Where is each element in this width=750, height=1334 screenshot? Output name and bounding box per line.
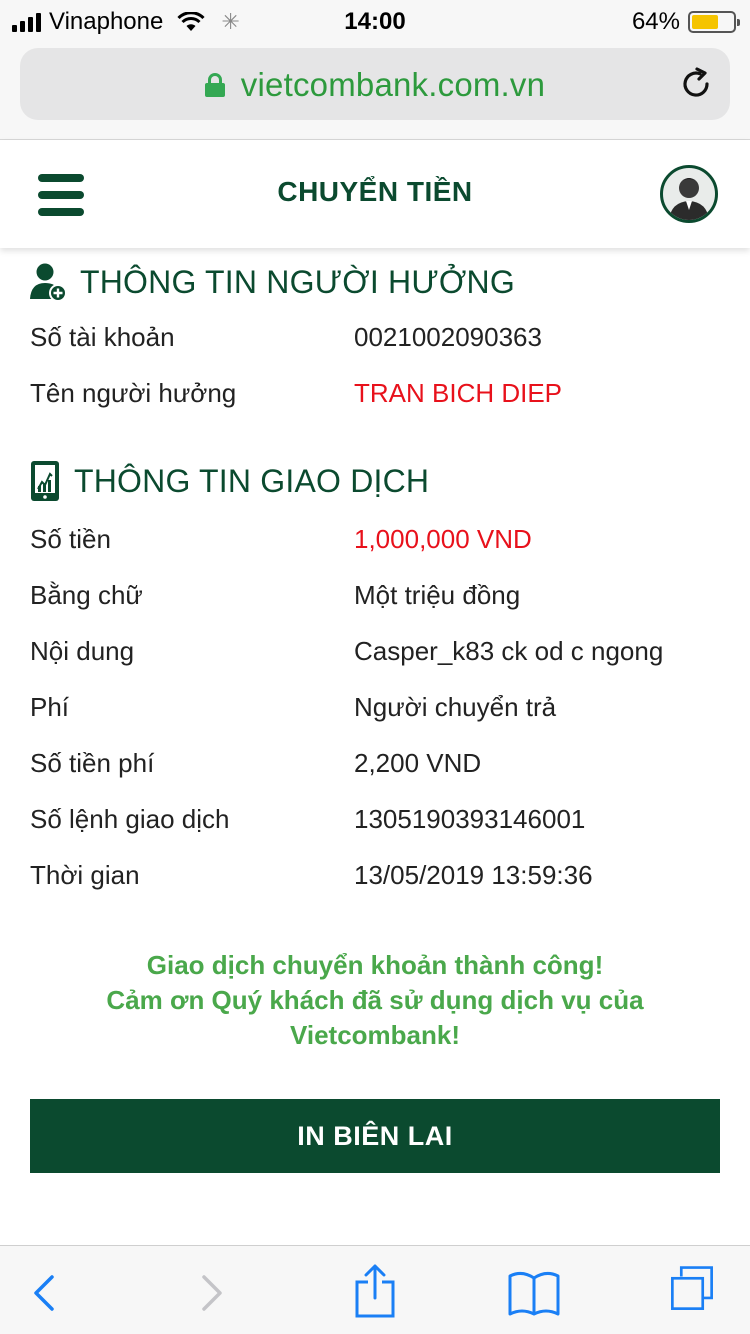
- row-value: Một triệu đồng: [354, 580, 521, 610]
- address-bar[interactable]: [20, 48, 730, 120]
- battery-icon: [688, 11, 736, 33]
- mobile-chart-icon: [30, 460, 60, 502]
- row-label: Tên người hưởng: [30, 378, 237, 408]
- url-text[interactable]: vietcombank.com.vn: [240, 66, 546, 103]
- thanks-line-brand: Vietcombank!: [289, 1020, 460, 1050]
- page-title: CHUYỂN TIỀN: [277, 176, 473, 207]
- battery-percent: 64%: [631, 8, 680, 35]
- bookmarks-icon[interactable]: [504, 1268, 564, 1318]
- add-user-icon: [30, 262, 66, 302]
- section-label: THÔNG TIN NGƯỜI HƯỞNG: [80, 263, 515, 300]
- browser-bar: [0, 40, 750, 140]
- row-label: Số tiền phí: [30, 748, 155, 778]
- tabs-icon[interactable]: [664, 1264, 720, 1314]
- forward-icon[interactable]: [184, 1268, 240, 1318]
- battery-level: [692, 15, 718, 29]
- row-value: 1,000,000 VND: [354, 524, 532, 554]
- row-value: Người chuyển trả: [354, 692, 557, 722]
- row-label: Số tiền: [30, 524, 111, 554]
- user-avatar-icon[interactable]: [660, 165, 718, 223]
- beneficiary-section-title: [30, 262, 515, 302]
- row-value: 2,200 VND: [354, 748, 482, 778]
- share-icon[interactable]: [347, 1262, 403, 1318]
- carrier-name: Vinaphone: [49, 8, 164, 35]
- row-value: 0021002090363: [354, 322, 542, 352]
- transaction-section-title: [30, 460, 429, 502]
- row-label: Phí: [30, 692, 70, 722]
- section-label: THÔNG TIN GIAO DỊCH: [74, 462, 430, 499]
- row-value: Casper_k83 ck od c ngong: [354, 636, 664, 666]
- row-label: Bằng chữ: [30, 580, 143, 610]
- status-right: [632, 8, 736, 36]
- status-bar: [0, 0, 750, 40]
- loading-spinner-icon: ✳: [221, 9, 240, 34]
- app-header: [0, 140, 750, 248]
- row-label: Số lệnh giao dịch: [30, 804, 230, 834]
- row-label: Nội dung: [30, 636, 135, 666]
- row-value: TRAN BICH DIEP: [354, 378, 563, 408]
- row-label: Số tài khoản: [30, 322, 175, 352]
- success-line: Giao dịch chuyển khoản thành công!: [146, 950, 604, 980]
- back-icon[interactable]: [16, 1268, 72, 1318]
- browser-toolbar: [0, 1245, 750, 1334]
- thanks-line: Cảm ơn Quý khách đã sử dụng dịch vụ của: [106, 985, 644, 1015]
- print-receipt-button[interactable]: IN BIÊN LAI: [30, 1099, 720, 1173]
- clock: 14:00: [344, 8, 406, 35]
- row-label: Thời gian: [30, 860, 140, 890]
- row-value: 13/05/2019 13:59:36: [354, 860, 593, 890]
- reload-icon[interactable]: [678, 66, 714, 102]
- success-message: [0, 948, 750, 1053]
- lock-icon: [205, 73, 225, 97]
- row-value: 1305190393146001: [354, 804, 586, 834]
